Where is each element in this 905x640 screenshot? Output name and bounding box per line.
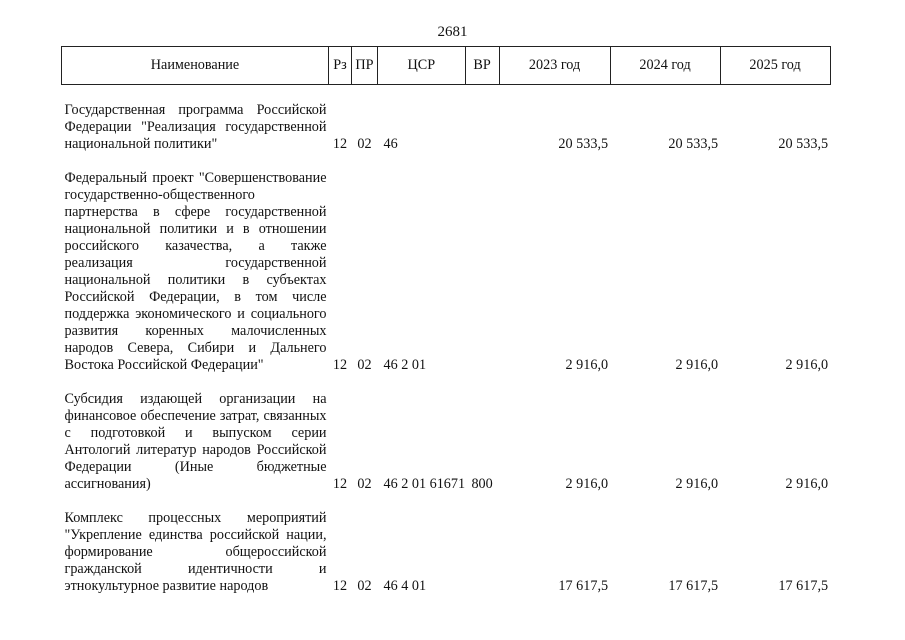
row-vr bbox=[465, 510, 499, 595]
table-row bbox=[62, 170, 831, 374]
table-row bbox=[62, 510, 831, 595]
row-vr bbox=[465, 102, 499, 153]
column-header-2025: 2025 год bbox=[720, 47, 830, 85]
row-csr: 46 2 01 bbox=[383, 357, 427, 373]
table-header bbox=[62, 47, 831, 85]
row-amount-2025: 20 533,5 bbox=[778, 136, 829, 152]
table-row bbox=[62, 391, 831, 493]
row-amount-2023: 17 617,5 bbox=[558, 578, 609, 594]
row-name: Комплекс процессных мероприятий "Укрепление единства российской нации, формирование общероссийской гражданской идентичности и этнокультурное развитие народов bbox=[64, 510, 327, 594]
column-header-csr: ЦСР bbox=[378, 47, 466, 85]
row-rz: 12 bbox=[332, 476, 348, 492]
row-amount-2024: 2 916,0 bbox=[675, 476, 719, 492]
row-rz: 12 bbox=[332, 578, 348, 594]
row-pr: 02 bbox=[357, 357, 372, 373]
budget-table bbox=[61, 46, 831, 595]
row-csr: 46 2 01 61671 bbox=[383, 476, 466, 492]
row-amount-2023: 2 916,0 bbox=[565, 476, 609, 492]
row-amount-2024: 17 617,5 bbox=[668, 578, 719, 594]
row-name: Субсидия издающей организации на финансовое обеспечение затрат, связанных с подготовкой и выпуском серии Антологий литератур народов Российской Федерации (Иные бюджетные ассигнования) bbox=[64, 391, 327, 492]
column-header-name: Наименование bbox=[62, 47, 329, 85]
row-amount-2023: 20 533,5 bbox=[558, 136, 609, 152]
column-header-vr: ВР bbox=[465, 47, 499, 85]
column-header-rz: Рз bbox=[329, 47, 352, 85]
row-pr: 02 bbox=[357, 136, 372, 152]
row-amount-2025: 2 916,0 bbox=[785, 476, 829, 492]
row-name: Государственная программа Российской Федерации "Реализация государственной национальной политики" bbox=[64, 102, 327, 152]
row-amount-2025: 17 617,5 bbox=[778, 578, 829, 594]
row-name: Федеральный проект "Совершенствование государственно-общественного партнерства в сфере государственной национальной политики и в отношении российского казачества, а также реализация государственной национальной политики в субъектах Российской Федерации, в том числе поддержка экономического и социального развития коренных малочисленных народов Севера, Сибири и Дальнего Востока Российской Федерации" bbox=[64, 170, 327, 373]
row-csr: 46 4 01 bbox=[383, 578, 427, 594]
row-csr: 46 bbox=[383, 136, 398, 152]
page-number: 2681 bbox=[437, 24, 468, 40]
row-pr: 02 bbox=[357, 578, 372, 594]
column-header-2023: 2023 год bbox=[499, 47, 610, 85]
table-row bbox=[62, 102, 831, 153]
column-header-2024: 2024 год bbox=[610, 47, 720, 85]
row-amount-2024: 2 916,0 bbox=[675, 357, 719, 373]
row-vr: 800 bbox=[471, 476, 493, 492]
row-rz: 12 bbox=[332, 136, 348, 152]
column-header-pr: ПР bbox=[352, 47, 378, 85]
row-vr bbox=[465, 170, 499, 374]
row-amount-2024: 20 533,5 bbox=[668, 136, 719, 152]
row-pr: 02 bbox=[357, 476, 372, 492]
row-amount-2023: 2 916,0 bbox=[565, 357, 609, 373]
row-amount-2025: 2 916,0 bbox=[785, 357, 829, 373]
row-rz: 12 bbox=[332, 357, 348, 373]
